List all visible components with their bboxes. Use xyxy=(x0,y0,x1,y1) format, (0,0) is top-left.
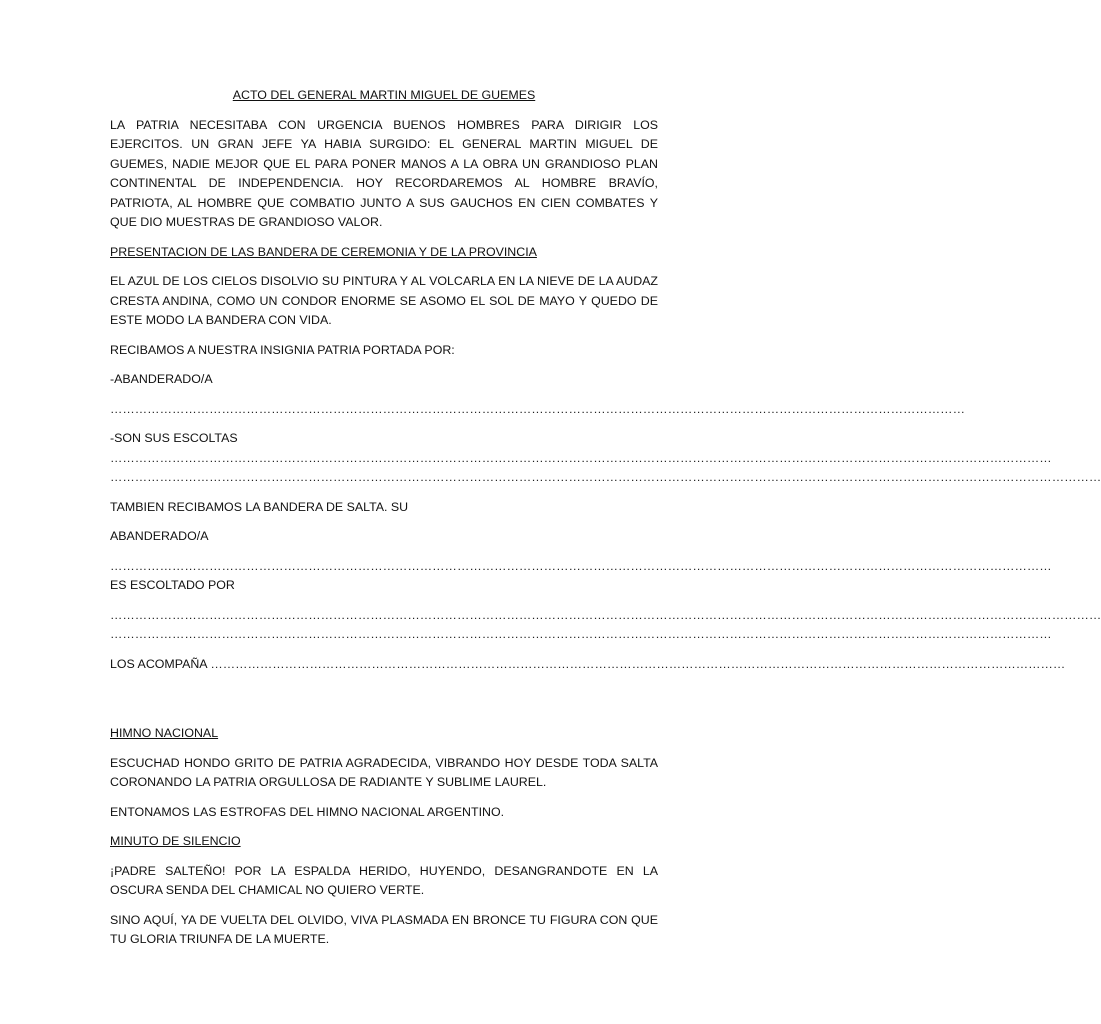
acompana-fill-line: ……………………………………………………………………………………………………………………………………………………………………………………… xyxy=(210,656,1066,671)
document-title: ACTO DEL GENERAL MARTIN MIGUEL DE GUEMES xyxy=(232,88,536,102)
acompana-line xyxy=(110,655,1066,675)
salta-flag-line: TAMBIEN RECIBAMOS LA BANDERA DE SALTA. SU xyxy=(110,499,409,514)
escolta-fill-line-2: …………………………………………………………………………………………………………………………………………………………………………………………………………………… xyxy=(110,470,1101,484)
abanderado-fill-line: ……………………………………………………………………………………………………………………………………………………………………………………… xyxy=(110,401,965,416)
recibamos-line: RECIBAMOS A NUESTRA INSIGNIA PATRIA PORTADA POR: xyxy=(110,342,455,357)
minuto-paragraph-1: ¡PADRE SALTEÑO! POR LA ESPALDA HERIDO, HUYENDO, DESANGRANDOTE EN LA OSCURA SENDA DEL CHAMICAL NO QUIERO VERTE. xyxy=(110,863,658,897)
flags-heading: PRESENTACION DE LAS BANDERA DE CEREMONIA Y DE LA PROVINCIA xyxy=(110,244,537,259)
document-page xyxy=(110,86,1101,960)
flags-paragraph: EL AZUL DE LOS CIELOS DISOLVIO SU PINTURA Y AL VOLCARLA EN LA NIEVE DE LA AUDAZ CRESTA ANDINA, COMO UN CONDOR ENORME SE ASOMO EL SOL DE MAYO Y QUEDO DE ESTE MODO LA BANDERA CON VIDA. xyxy=(110,274,658,327)
escolta-fill-line-1: ………………………………………………………………………………………………………………………………………………………………………………………………………… xyxy=(110,450,1052,465)
abanderado-label: -ABANDERADO/A xyxy=(110,372,213,386)
entonamos-line: ENTONAMOS LAS ESTROFAS DEL HIMNO NACIONAL ARGENTINO. xyxy=(110,804,505,819)
salta-abanderado-fill-line: ………………………………………………………………………………………………………………………………………………………………………………………………………… xyxy=(110,558,1052,573)
himno-heading: HIMNO NACIONAL xyxy=(110,726,219,740)
acompana-label: LOS ACOMPAÑA xyxy=(110,656,207,671)
minuto-heading: MINUTO DE SILENCIO xyxy=(110,834,241,848)
intro-paragraph: LA PATRIA NECESITABA CON URGENCIA BUENOS HOMBRES PARA DIRIGIR LOS EJERCITOS. UN GRAN JEFE YA HABIA SURGIDO: EL GENERAL MARTIN MIGUEL DE GUEMES, NADIE MEJOR QUE EL PARA PONER MANOS A LA OBRA UN GRANDIOSO PLAN CONTINENTAL DE INDEPENDENCIA. HOY RECORDAREMOS AL HOMBRE BRAVÍO, PATRIOTA, AL HOMBRE QUE COMBATIO JUNTO A SUS GAUCHOS EN CIEN COMBATES Y QUE DIO MUESTRAS DE GRANDIOSO VALOR. xyxy=(110,117,658,229)
escoltas-label: -SON SUS ESCOLTAS xyxy=(110,431,238,445)
salta-abanderado-label: ABANDERADO/A xyxy=(110,529,209,543)
himno-paragraph: ESCUCHAD HONDO GRITO DE PATRIA AGRADECIDA, VIBRANDO HOY DESDE TODA SALTA CORONANDO LA PATRIA ORGULLOSA DE RADIANTE Y SUBLIME LAUREL. xyxy=(110,755,658,789)
spacer xyxy=(110,684,658,724)
escoltado-fill-line-1: …………………………………………………………………………………………………………………………………………………………………………………………………………………… xyxy=(110,607,1101,622)
escoltado-fill-line-2: ………………………………………………………………………………………………………………………………………………………………………………………………………… xyxy=(110,627,1052,641)
minuto-paragraph-2: SINO AQUÍ, YA DE VUELTA DEL OLVIDO, VIVA PLASMADA EN BRONCE TU FIGURA CON QUE TU GLORIA TRIUNFA DE LA MUERTE. xyxy=(110,912,658,946)
escoltado-label: ES ESCOLTADO POR xyxy=(110,578,235,592)
